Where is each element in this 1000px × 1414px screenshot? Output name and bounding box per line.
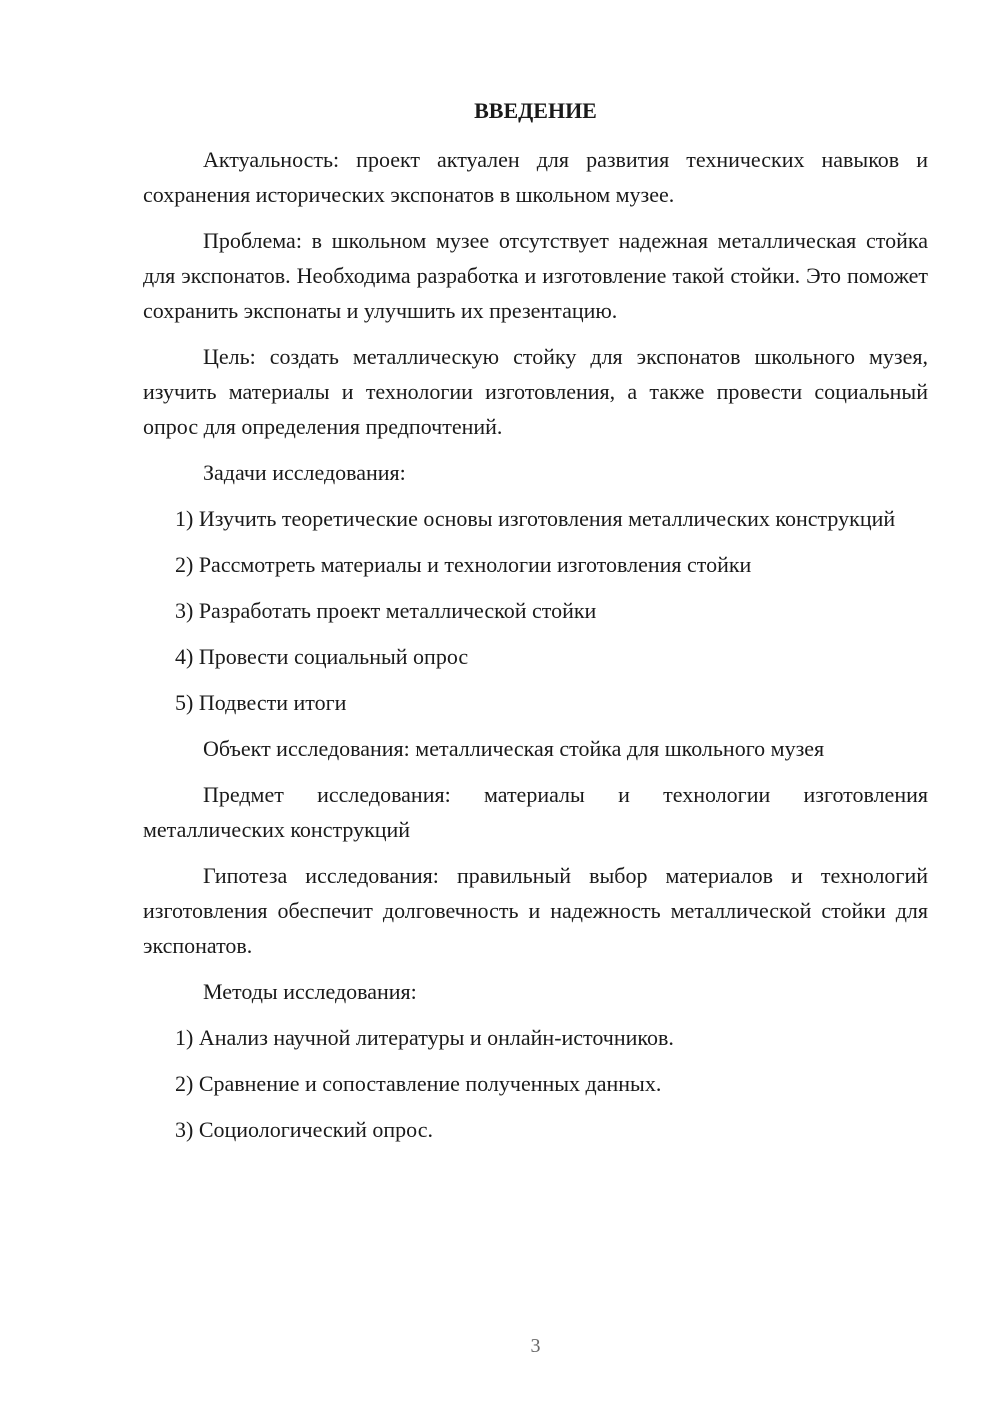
method-item-2: 2) Сравнение и сопоставление полученных данных. [175,1071,662,1096]
document-page [143,0,928,1414]
task-item-2: 2) Рассмотреть материалы и технологии изготовления стойки [175,552,752,577]
task-item-3: 3) Разработать проект металлической стойки [175,598,597,623]
paragraph-tasks-heading: Задачи исследования: [203,460,406,485]
paragraph-object: Объект исследования: металлическая стойка для школьного музея [203,736,825,761]
paragraph-hypothesis: Гипотеза исследования: правильный выбор материалов и технологий изготовления обеспечит долговечность и надежность металлической стойки для экспонатов. [143,863,928,958]
paragraph-methods-heading: Методы исследования: [203,979,417,1004]
paragraph-goal: Цель: создать металлическую стойку для экспонатов школьного музея, изучить материалы и технологии изготовления, а также провести социальный опрос для определения предпочтений. [143,344,928,439]
task-item-1: 1) Изучить теоретические основы изготовления металлических конструкций [175,506,896,531]
document-body [143,142,928,1158]
paragraph-problem: Проблема: в школьном музее отсутствует надежная металлическая стойка для экспонатов. Необходима разработка и изготовление такой стойки. Это поможет сохранить экспонаты и улучшить их презентацию. [143,228,928,323]
task-item-4: 4) Провести социальный опрос [175,644,469,669]
method-item-3: 3) Социологический опрос. [175,1117,433,1142]
method-item-1: 1) Анализ научной литературы и онлайн-источников. [175,1025,674,1050]
task-item-5: 5) Подвести итоги [175,690,347,715]
paragraph-subject: Предмет исследования: материалы и технологии изготовления металлических конструкций [143,782,928,842]
section-title: ВВЕДЕНИЕ [474,98,597,123]
paragraph-relevance: Актуальность: проект актуален для развития технических навыков и сохранения исторических экспонатов в школьном музее. [143,147,928,207]
page-number: 3 [530,1335,541,1357]
